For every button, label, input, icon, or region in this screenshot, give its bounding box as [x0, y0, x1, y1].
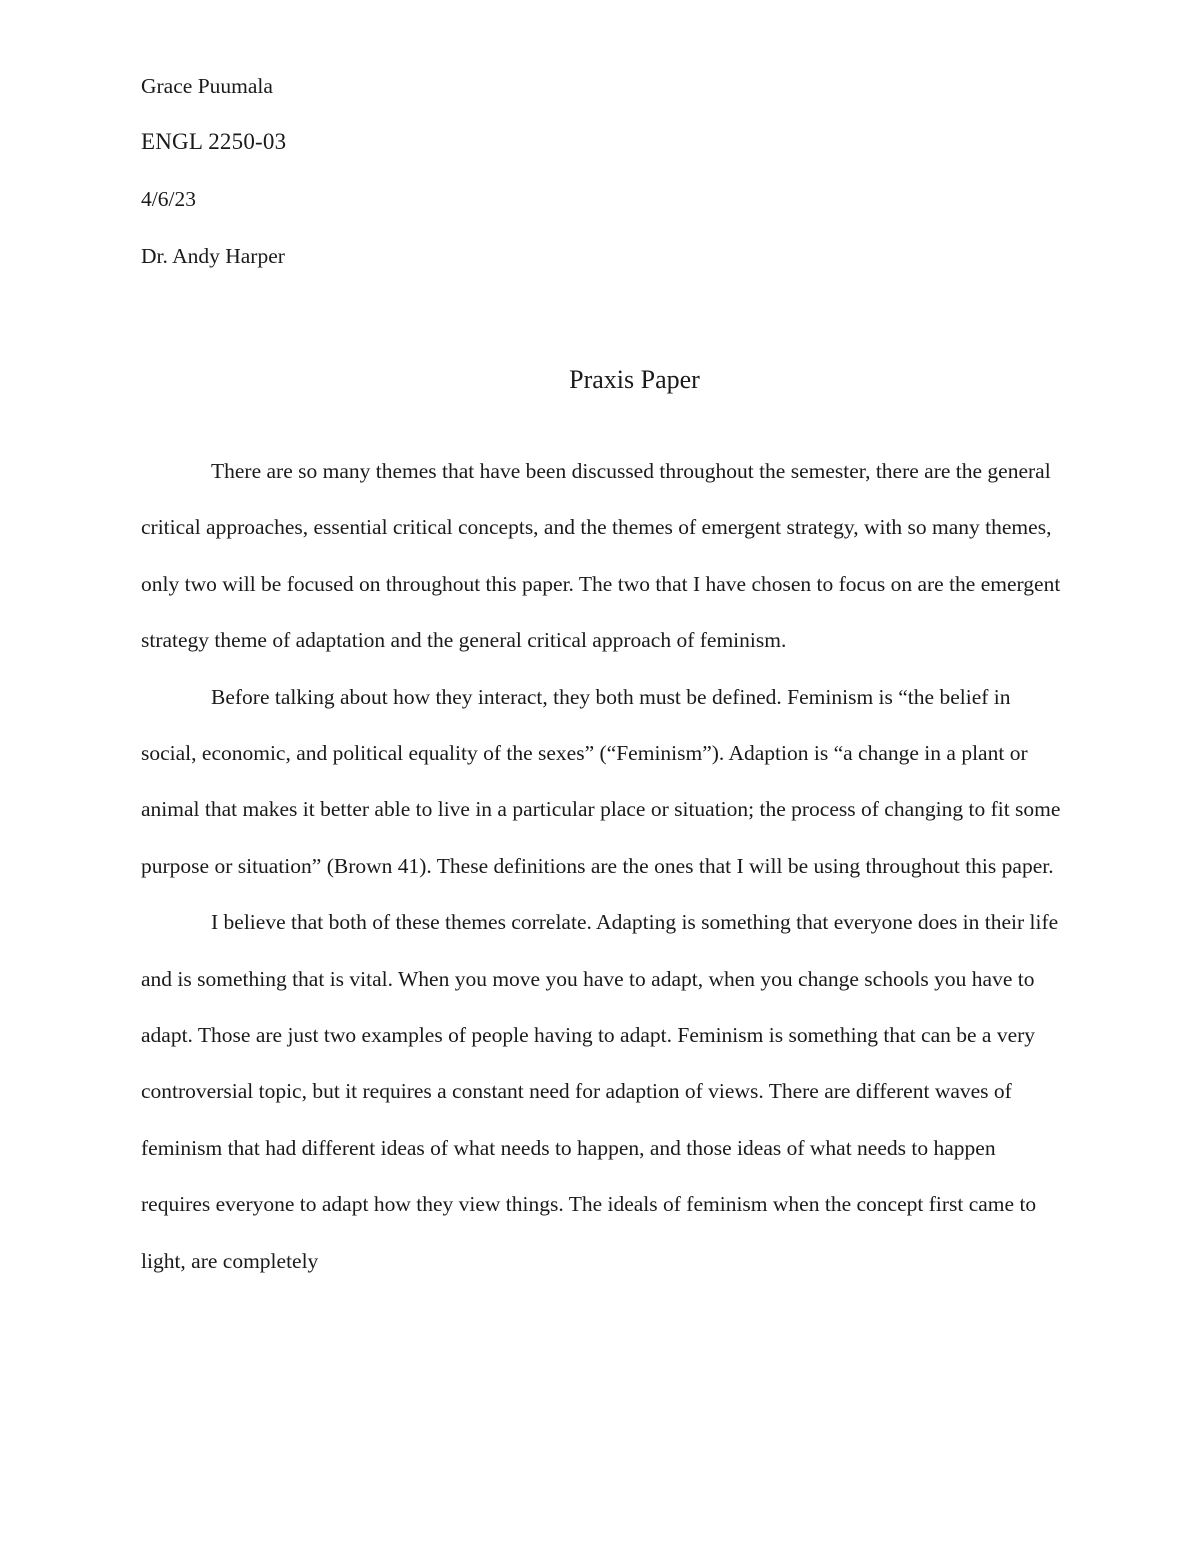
paper-date: 4/6/23 [141, 187, 196, 211]
paper-body [141, 443, 1061, 1289]
author-name: Grace Puumala [141, 74, 273, 98]
paper-title: Praxis Paper [569, 365, 700, 394]
course-code: ENGL 2250-03 [141, 129, 287, 154]
instructor-name: Dr. Andy Harper [141, 244, 285, 268]
paragraph: Before talking about how they interact, they both must be defined. Feminism is “the belief in social, economic, and political equality of the sexes” (“Feminism”). Adaption is “a change in a plant or animal that makes it better able to live in a particular place or situation; the process of changing to fit some purpose or situation” (Brown 41). These definitions are the ones that I will be using throughout this paper. [141, 684, 1061, 878]
paragraph: There are so many themes that have been discussed throughout the semester, there are the general critical approaches, essential critical concepts, and the themes of emergent strategy, with so many themes, only two will be focused on throughout this paper. The two that I have chosen to focus on are the emergent strategy theme of adaptation and the general critical approach of feminism. [141, 459, 1061, 653]
paragraph: I believe that both of these themes correlate. Adapting is something that everyone does in their life and is something that is vital. When you move you have to adapt, when you change schools you have to adapt. Those are just two examples of people having to adapt. Feminism is something that can be a very controversial topic, but it requires a constant need for adaption of views. There are different waves of feminism that had different ideas of what needs to happen, and those ideas of what needs to happen requires everyone to adapt how they view things. The ideals of feminism when the concept first came to light, are completely [141, 910, 1059, 1273]
